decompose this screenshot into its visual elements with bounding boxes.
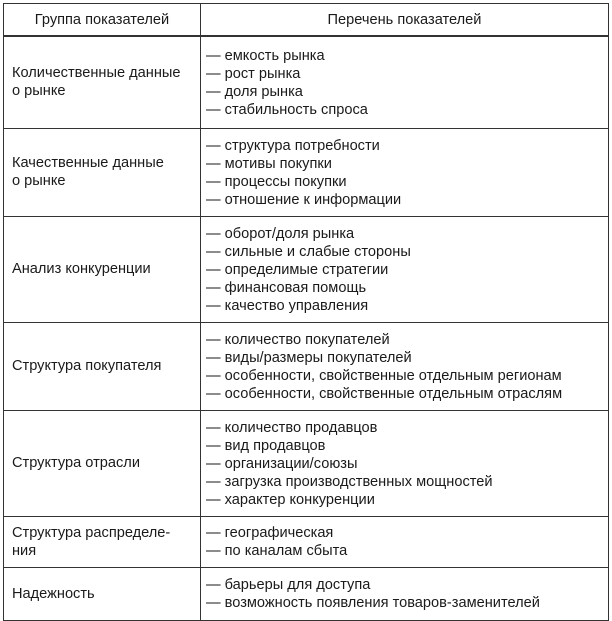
group-name: Структура распределе- ния [12,524,171,559]
group-name: Надежность [12,585,95,602]
table-header [4,4,609,37]
group-cell [4,128,201,216]
group-name: Структура покупателя [12,358,162,374]
indicator-item: — особенности, свойственные отдельным отраслям [206,385,563,402]
table-row [4,128,609,216]
table-row [4,322,609,410]
indicator-item: — возможность появления товаров-заменителей [206,595,540,611]
indicator-item: — организации/союзы [206,455,358,472]
table-body [4,36,609,620]
indicator-item: — отношение к информации [206,191,402,208]
indicator-list-cell [201,36,609,128]
indicator-item: — особенности, свойственные отдельным регионам [206,367,562,384]
header-group: Группа показателей [4,4,201,37]
table-row [4,410,609,516]
indicator-item: — количество продавцов [206,419,378,436]
indicator-item: — определимые стратегии [206,261,389,278]
group-cell [4,216,201,322]
indicator-item: — загрузка производственных мощностей [206,473,493,490]
indicator-item: — мотивы покупки [206,155,332,172]
indicator-item: — доля рынка [206,83,303,100]
table-row [4,36,609,128]
indicator-item: — географическая [206,525,334,541]
table-row [4,216,609,322]
indicator-item: — емкость рынка [206,47,325,64]
group-name: Количественные данные о рынке [12,65,181,100]
group-name: Анализ конкуренции [12,261,151,277]
group-name: Качественные данные о рынке [12,155,164,189]
indicator-item: — оборот/доля рынка [206,225,355,242]
indicator-item: — количество покупателей [206,331,390,348]
indicator-item: — качество управления [206,297,369,314]
header-row [4,4,609,37]
indicator-item: — барьеры для доступа [206,577,371,593]
indicator-item: — характер конкуренции [206,491,375,508]
indicator-item: — вид продавцов [206,437,326,454]
indicator-item: — сильные и слабые стороны [206,243,411,260]
indicator-item: — финансовая помощь [206,279,367,296]
group-name: Структура отрасли [12,455,140,471]
indicators-table [3,3,609,621]
indicator-list-cell [201,322,609,410]
indicator-list-cell [201,216,609,322]
indicator-item: — рост рынка [206,65,301,82]
indicator-list-cell [201,516,609,567]
group-cell [4,322,201,410]
indicator-list-cell [201,128,609,216]
group-cell [4,410,201,516]
group-cell [4,516,201,567]
indicator-item: — по каналам сбыта [206,543,348,559]
indicator-list-cell [201,410,609,516]
indicator-list-cell [201,567,609,620]
table-row [4,567,609,620]
header-list: Перечень показателей [201,4,609,37]
table-row [4,516,609,567]
group-cell [4,36,201,128]
indicator-item: — процессы покупки [206,173,347,190]
indicator-item: — структура потребности [206,137,380,154]
group-cell [4,567,201,620]
indicator-item: — стабильность спроса [206,101,368,118]
indicator-item: — виды/размеры покупателей [206,349,412,366]
